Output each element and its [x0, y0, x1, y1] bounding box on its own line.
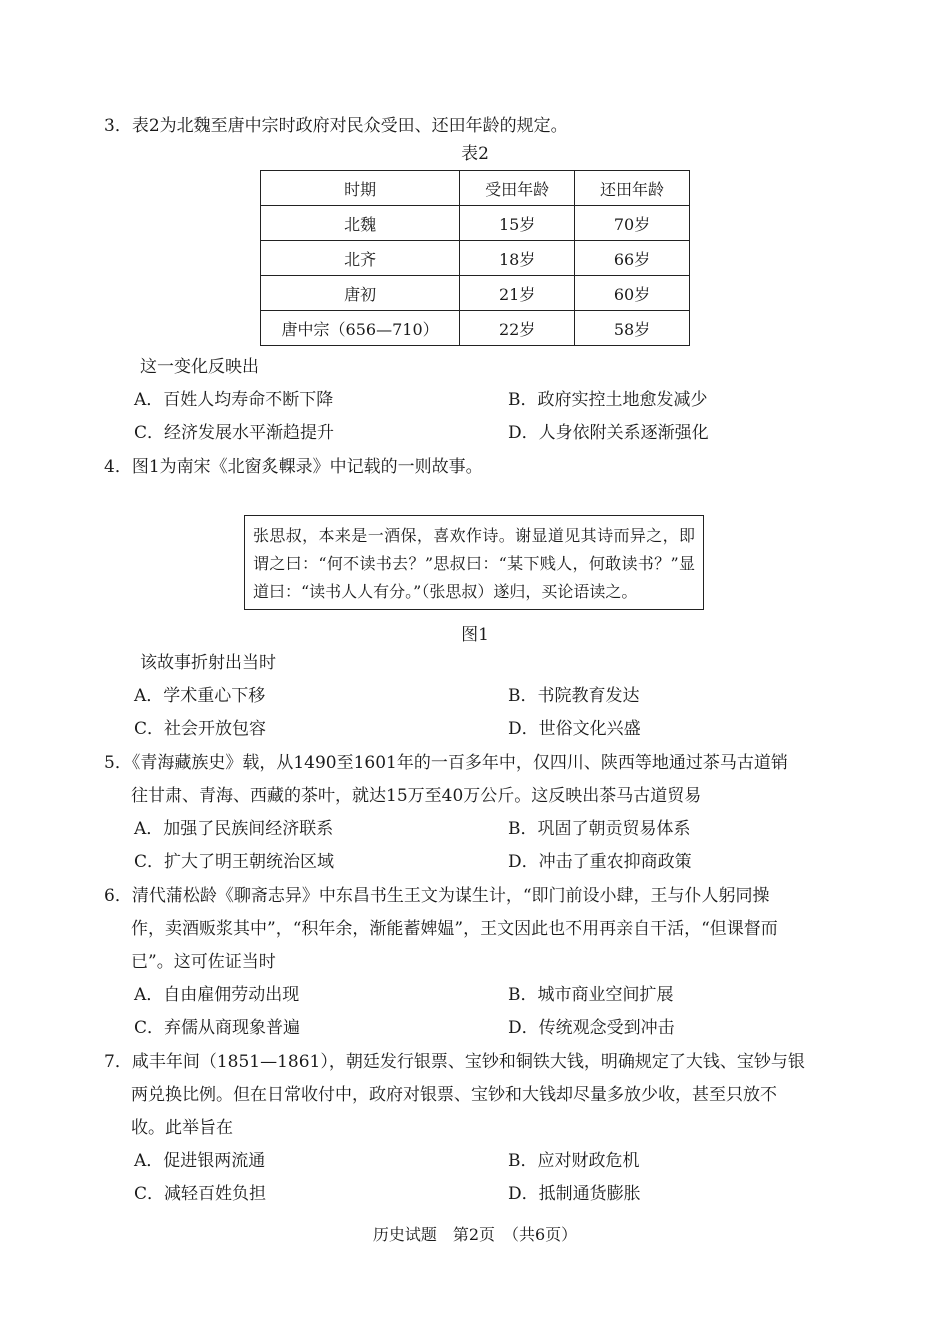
q7-option-d[interactable]: D．抵制通货膨胀 [508, 1184, 641, 1204]
table-cell: 18岁 [460, 241, 575, 276]
q5-option-c[interactable]: C．扩大了明王朝统治区域 [134, 852, 335, 872]
q7-option-b[interactable]: B．应对财政危机 [508, 1151, 640, 1171]
q7-stem-line3: 收。此举旨在 [131, 1118, 233, 1138]
table-cell: 21岁 [460, 276, 575, 311]
table-row [261, 276, 690, 311]
q3-prompt: 这一变化反映出 [140, 357, 259, 377]
q6-stem-line2: 作，卖酒贩浆其中”，“积年余，渐能蓄婢媪”，王文因此也不用再亲自干活，“但课督而 [131, 919, 778, 939]
q3-option-b[interactable]: B．政府实控土地愈发减少 [508, 390, 708, 410]
table-cell: 58岁 [575, 311, 690, 346]
q7-stem-line2: 两兑换比例。但在日常收付中，政府对银票、宝钞和大钱却尽量多放少收，甚至只放不 [131, 1085, 777, 1105]
page-footer: 历史试题 第2页 （共6页） [372, 1225, 578, 1244]
q3-stem: 3．表2为北魏至唐中宗时政府对民众受田、还田年龄的规定。 [104, 116, 568, 136]
q7-option-a[interactable]: A．促进银两流通 [134, 1151, 266, 1171]
table-cell: 北魏 [261, 206, 460, 241]
q6-option-d[interactable]: D．传统观念受到冲击 [508, 1018, 675, 1038]
table-row [261, 311, 690, 346]
table-header-return-age: 还田年龄 [575, 171, 690, 206]
q5-option-d[interactable]: D．冲击了重农抑商政策 [508, 852, 692, 872]
q3-option-c[interactable]: C．经济发展水平渐趋提升 [134, 423, 335, 443]
q4-option-c[interactable]: C．社会开放包容 [134, 719, 267, 739]
table-header-receive-age: 受田年龄 [460, 171, 575, 206]
q4-option-a[interactable]: A．学术重心下移 [134, 686, 266, 706]
q6-stem-line3: 已”。这可佐证当时 [131, 952, 276, 972]
table-2 [260, 170, 690, 346]
table-2-title: 表2 [461, 144, 489, 164]
figure-1-caption: 图1 [461, 625, 489, 645]
q4-option-b[interactable]: B．书院教育发达 [508, 686, 640, 706]
table-cell: 70岁 [575, 206, 690, 241]
table-cell: 唐中宗（656—710） [261, 311, 460, 346]
table-header-period: 时期 [261, 171, 460, 206]
q5-option-a[interactable]: A．加强了民族间经济联系 [134, 819, 334, 839]
q6-option-b[interactable]: B．城市商业空间扩展 [508, 985, 674, 1005]
q7-option-c[interactable]: C．减轻百姓负担 [134, 1184, 267, 1204]
table-row [261, 206, 690, 241]
q3-option-d[interactable]: D．人身依附关系逐渐强化 [508, 423, 709, 443]
quote-text: 张思叔，本来是一酒保，喜欢作诗。谢显道见其诗而异之，即谓之曰：“何不读书去？”思叔曰：“某下贱人，何敢读书？”显道曰：“读书人人有分。”（张思叔）遂归，买论语读之。 [253, 526, 695, 601]
q7-stem-line1: 7．咸丰年间（1851—1861），朝廷发行银票、宝钞和铜铁大钱，明确规定了大钱、宝钞与银 [104, 1052, 805, 1072]
table-cell: 66岁 [575, 241, 690, 276]
table-cell: 唐初 [261, 276, 460, 311]
q6-stem-line1: 6．清代蒲松龄《聊斋志异》中东昌书生王文为谋生计，“即门前设小肆，王与仆人躬同操 [104, 886, 770, 906]
q5-stem-line2: 往甘肃、青海、西藏的茶叶，就达15万至40万公斤。这反映出茶马古道贸易 [131, 786, 702, 806]
q5-option-b[interactable]: B．巩固了朝贡贸易体系 [508, 819, 691, 839]
q5-stem-line1: 5．《青海藏族史》载，从1490至1601年的一百多年中，仅四川、陕西等地通过茶马古道销 [104, 753, 788, 773]
table-cell: 北齐 [261, 241, 460, 276]
figure-1-quote [244, 515, 704, 610]
table-cell: 15岁 [460, 206, 575, 241]
table-cell: 60岁 [575, 276, 690, 311]
q4-prompt: 该故事折射出当时 [140, 653, 276, 673]
q6-option-c[interactable]: C．弃儒从商现象普遍 [134, 1018, 301, 1038]
table-cell: 22岁 [460, 311, 575, 346]
q6-option-a[interactable]: A．自由雇佣劳动出现 [134, 985, 300, 1005]
q4-option-d[interactable]: D．世俗文化兴盛 [508, 719, 641, 739]
table-row [261, 241, 690, 276]
q4-stem: 4．图1为南宋《北窗炙輠录》中记载的一则故事。 [104, 457, 483, 477]
q3-option-a[interactable]: A．百姓人均寿命不断下降 [134, 390, 334, 410]
table-header-row [261, 171, 690, 206]
